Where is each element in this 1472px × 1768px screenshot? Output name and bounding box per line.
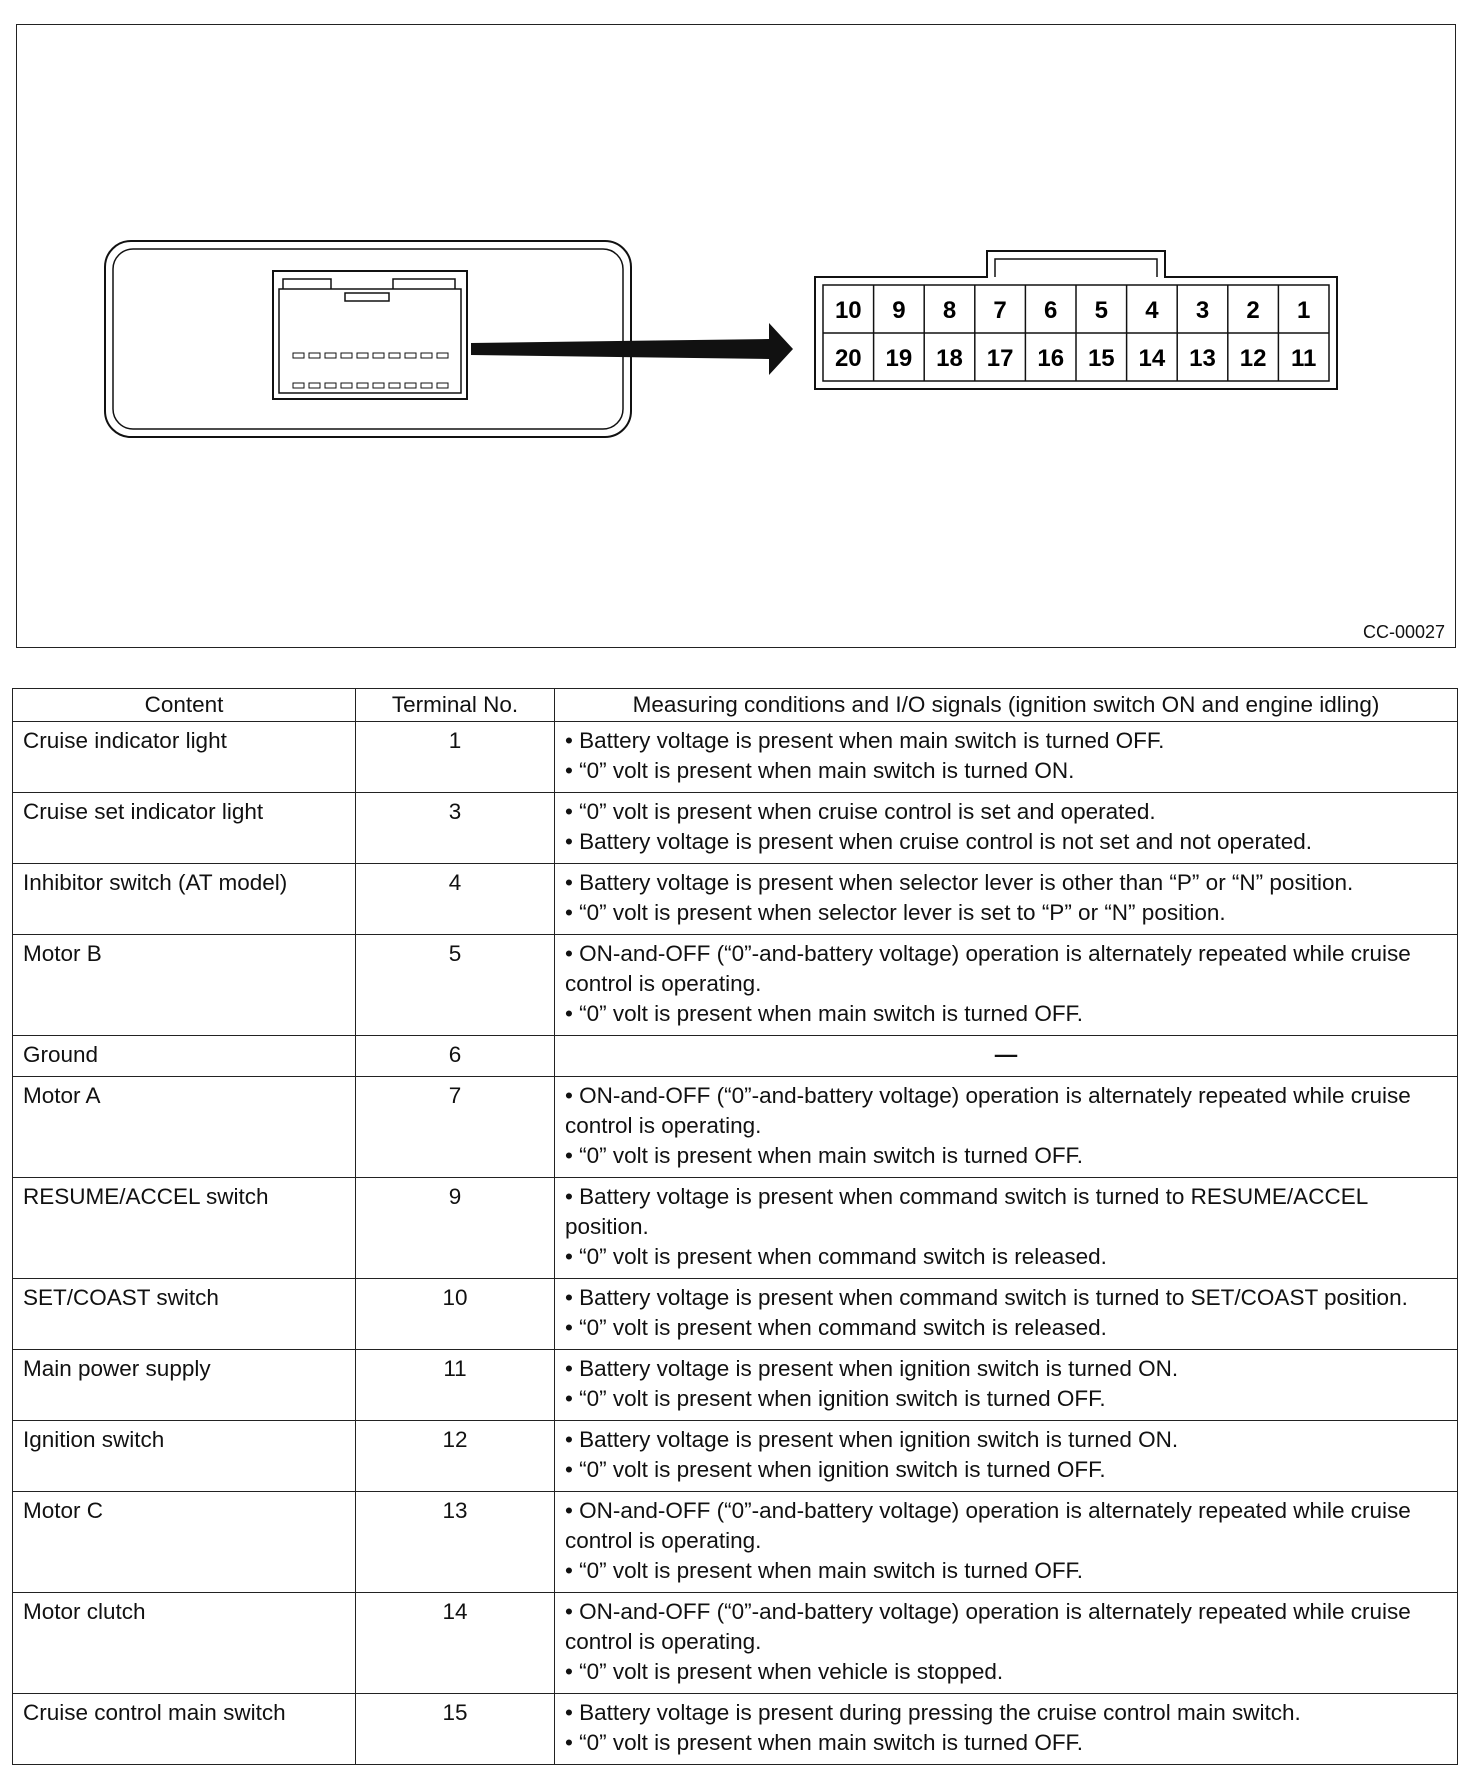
cell-conditions bbox=[555, 1178, 1458, 1279]
pin-label: 6 bbox=[1044, 297, 1058, 324]
cell-content: Motor clutch bbox=[13, 1593, 356, 1694]
connector-figure bbox=[16, 24, 1456, 648]
cell-terminal: 5 bbox=[356, 935, 555, 1036]
cell-conditions bbox=[555, 1593, 1458, 1694]
condition-line: • “0” volt is present when ignition switch is turned OFF. bbox=[565, 1457, 1106, 1482]
pin-label: 19 bbox=[885, 345, 913, 372]
terminal-table bbox=[12, 688, 1458, 1765]
cell-conditions bbox=[555, 1279, 1458, 1350]
pin-label: 15 bbox=[1087, 345, 1115, 372]
table-row bbox=[13, 1077, 1458, 1178]
module-pin-row-top bbox=[293, 353, 448, 358]
table-row bbox=[13, 864, 1458, 935]
condition-line: • ON-and-OFF (“0”-and-battery voltage) operation is alternately repeated while cruise control is operating. bbox=[565, 1599, 1411, 1654]
table-header-row bbox=[13, 689, 1458, 722]
cell-conditions bbox=[555, 1077, 1458, 1178]
cell-terminal: 12 bbox=[356, 1421, 555, 1492]
condition-line: • “0” volt is present when main switch is turned OFF. bbox=[565, 1730, 1084, 1755]
pin-label: 2 bbox=[1246, 297, 1260, 324]
connector-pinout bbox=[815, 251, 1337, 389]
module-pin bbox=[373, 353, 384, 358]
cell-conditions bbox=[555, 1421, 1458, 1492]
pin-label: 4 bbox=[1145, 297, 1159, 324]
pin-label: 10 bbox=[834, 297, 862, 324]
pin-label: 3 bbox=[1195, 297, 1210, 324]
cell-terminal: 1 bbox=[356, 722, 555, 793]
module-pin bbox=[437, 383, 448, 388]
table-row bbox=[13, 935, 1458, 1036]
cell-terminal: 14 bbox=[356, 1593, 555, 1694]
table-row bbox=[13, 1178, 1458, 1279]
condition-line: • “0” volt is present when command switch is released. bbox=[565, 1315, 1107, 1340]
table-body bbox=[13, 722, 1458, 1765]
cell-content: Cruise control main switch bbox=[13, 1694, 356, 1765]
condition-line: • Battery voltage is present when selector lever is other than “P” or “N” position. bbox=[565, 870, 1354, 895]
table-row bbox=[13, 793, 1458, 864]
table-row bbox=[13, 1694, 1458, 1765]
cell-content: SET/COAST switch bbox=[13, 1279, 356, 1350]
condition-line: • Battery voltage is present when command switch is turned to SET/COAST position. bbox=[565, 1285, 1408, 1310]
pin-label: 1 bbox=[1297, 297, 1311, 324]
pin-label: 14 bbox=[1138, 345, 1166, 372]
condition-line: • ON-and-OFF (“0”-and-battery voltage) operation is alternately repeated while cruise control is operating. bbox=[565, 941, 1411, 996]
module-pin bbox=[421, 353, 432, 358]
module-pin bbox=[293, 353, 304, 358]
module-connector-socket bbox=[273, 271, 467, 399]
module-pin bbox=[325, 383, 336, 388]
cell-content: RESUME/ACCEL switch bbox=[13, 1178, 356, 1279]
module-pin bbox=[309, 383, 320, 388]
cell-conditions bbox=[555, 1694, 1458, 1765]
table-row bbox=[13, 1279, 1458, 1350]
module-pin-row-bottom bbox=[293, 383, 448, 388]
condition-line: • “0” volt is present when selector lever is set to “P” or “N” position. bbox=[565, 900, 1226, 925]
connector-diagram bbox=[17, 25, 1457, 649]
module-pin bbox=[325, 353, 336, 358]
cell-content: Cruise set indicator light bbox=[13, 793, 356, 864]
cell-conditions bbox=[555, 935, 1458, 1036]
cell-conditions bbox=[555, 1492, 1458, 1593]
module-pin bbox=[389, 383, 400, 388]
module-pin bbox=[437, 353, 448, 358]
condition-line: • “0” volt is present when cruise control is set and operated. bbox=[565, 799, 1156, 824]
cell-conditions bbox=[555, 864, 1458, 935]
cell-conditions bbox=[555, 1350, 1458, 1421]
condition-line: • Battery voltage is present when cruise control is not set and not operated. bbox=[565, 829, 1313, 854]
pin-label: 9 bbox=[892, 297, 906, 324]
pin-label: 7 bbox=[993, 297, 1007, 324]
table-row bbox=[13, 1036, 1458, 1077]
table-row bbox=[13, 722, 1458, 793]
condition-line: • ON-and-OFF (“0”-and-battery voltage) operation is alternately repeated while cruise control is operating. bbox=[565, 1083, 1411, 1138]
module-pin bbox=[405, 383, 416, 388]
pin-label: 16 bbox=[1037, 345, 1065, 372]
condition-line: • “0” volt is present when main switch is turned ON. bbox=[565, 758, 1075, 783]
condition-line: • “0” volt is present when main switch is turned OFF. bbox=[565, 1143, 1084, 1168]
module-pin bbox=[373, 383, 384, 388]
pin-label: 18 bbox=[936, 345, 963, 372]
cell-terminal: 6 bbox=[356, 1036, 555, 1077]
cell-content: Motor A bbox=[13, 1077, 356, 1178]
cell-terminal: 10 bbox=[356, 1279, 555, 1350]
module-pin bbox=[341, 353, 352, 358]
condition-line: • “0” volt is present when ignition switch is turned OFF. bbox=[565, 1386, 1106, 1411]
module-pin bbox=[421, 383, 432, 388]
cell-terminal: 7 bbox=[356, 1077, 555, 1178]
pin-label: 8 bbox=[942, 297, 957, 324]
cell-content: Ignition switch bbox=[13, 1421, 356, 1492]
cell-content: Ground bbox=[13, 1036, 356, 1077]
header-content: Content bbox=[13, 689, 356, 722]
table-row bbox=[13, 1593, 1458, 1694]
module-pin bbox=[405, 353, 416, 358]
module-pin bbox=[357, 383, 368, 388]
condition-line: • Battery voltage is present when command switch is turned to RESUME/ACCEL position. bbox=[565, 1184, 1368, 1239]
cell-content: Main power supply bbox=[13, 1350, 356, 1421]
table-row bbox=[13, 1492, 1458, 1593]
condition-line: • “0” volt is present when main switch is turned OFF. bbox=[565, 1001, 1084, 1026]
cell-terminal: 9 bbox=[356, 1178, 555, 1279]
condition-line: • Battery voltage is present during pressing the cruise control main switch. bbox=[565, 1700, 1301, 1725]
condition-line: • “0” volt is present when command switch is released. bbox=[565, 1244, 1107, 1269]
pin-label: 20 bbox=[834, 345, 862, 372]
pin-label: 13 bbox=[1189, 345, 1216, 372]
header-conditions: Measuring conditions and I/O signals (ignition switch ON and engine idling) bbox=[555, 689, 1458, 722]
condition-line: • “0” volt is present when main switch is turned OFF. bbox=[565, 1558, 1084, 1583]
module-pin bbox=[309, 353, 320, 358]
cell-terminal: 15 bbox=[356, 1694, 555, 1765]
cell-content: Inhibitor switch (AT model) bbox=[13, 864, 356, 935]
table-row bbox=[13, 1421, 1458, 1492]
module-pin bbox=[293, 383, 304, 388]
header-terminal: Terminal No. bbox=[356, 689, 555, 722]
pin-label: 17 bbox=[986, 345, 1014, 372]
pin-label: 12 bbox=[1239, 345, 1267, 372]
cell-conditions bbox=[555, 722, 1458, 793]
table-row bbox=[13, 1350, 1458, 1421]
cell-terminal: 11 bbox=[356, 1350, 555, 1421]
cell-content: Motor B bbox=[13, 935, 356, 1036]
condition-line: • Battery voltage is present when ignition switch is turned ON. bbox=[565, 1356, 1179, 1381]
module-pin bbox=[341, 383, 352, 388]
module-pin bbox=[357, 353, 368, 358]
cell-terminal: 3 bbox=[356, 793, 555, 864]
cell-terminal: 4 bbox=[356, 864, 555, 935]
pin-label: 5 bbox=[1094, 297, 1108, 324]
cell-content: Cruise indicator light bbox=[13, 722, 356, 793]
pin-label: 11 bbox=[1291, 345, 1317, 372]
condition-line: • ON-and-OFF (“0”-and-battery voltage) operation is alternately repeated while cruise control is operating. bbox=[565, 1498, 1411, 1553]
condition-line: • Battery voltage is present when ignition switch is turned ON. bbox=[565, 1427, 1179, 1452]
cell-conditions bbox=[555, 793, 1458, 864]
cell-terminal: 13 bbox=[356, 1492, 555, 1593]
cell-conditions: — bbox=[555, 1036, 1458, 1077]
condition-line: • “0” volt is present when vehicle is stopped. bbox=[565, 1659, 1004, 1684]
condition-line: • Battery voltage is present when main switch is turned OFF. bbox=[565, 728, 1165, 753]
module-pin bbox=[389, 353, 400, 358]
cell-content: Motor C bbox=[13, 1492, 356, 1593]
figure-code: CC-00027 bbox=[1362, 622, 1445, 642]
